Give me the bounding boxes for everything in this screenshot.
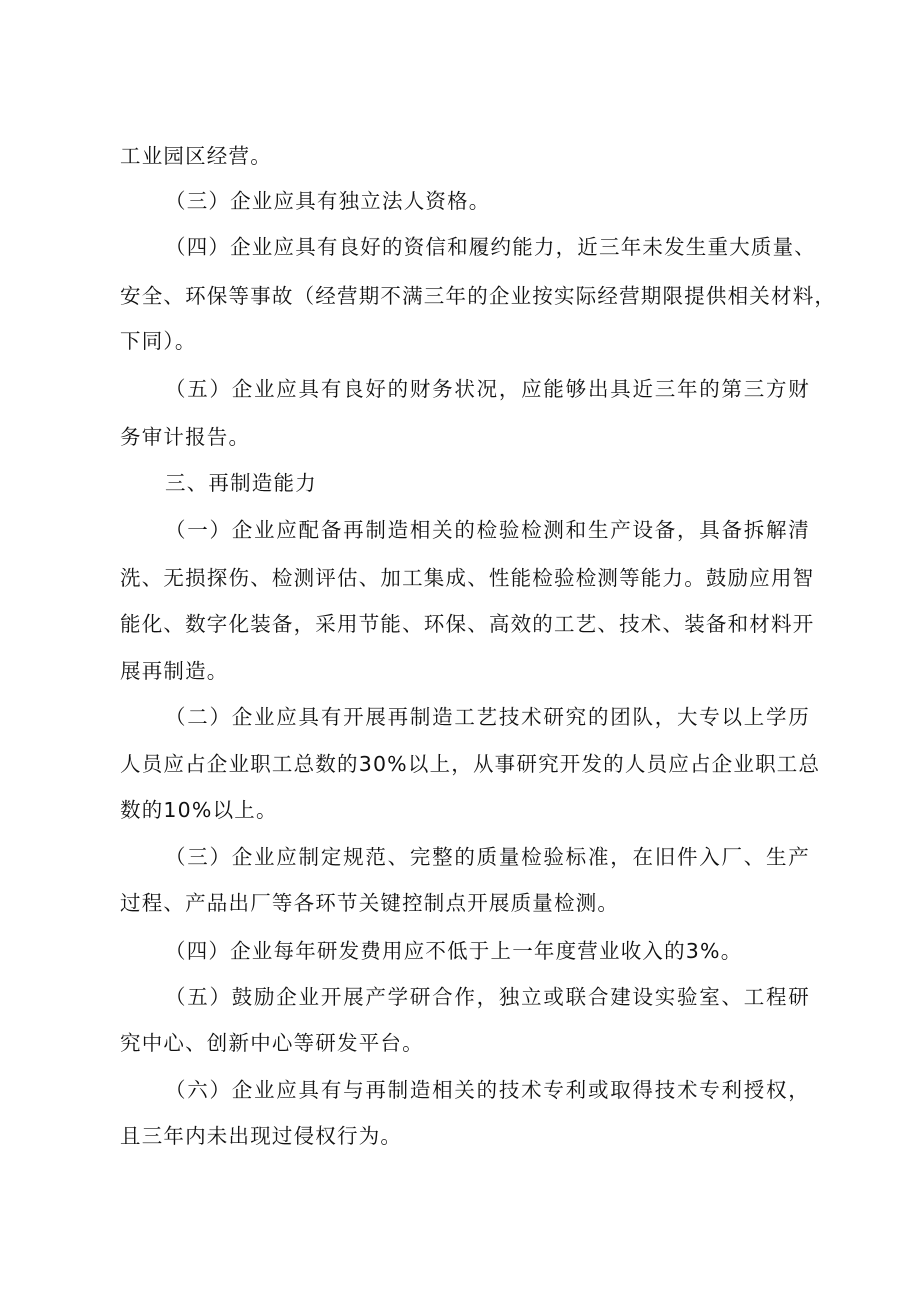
section-heading: 三、再制造能力 [165, 471, 317, 495]
text-line: 展再制造。 [120, 659, 229, 683]
text-line: （三）企业应具有独立法人资格。 [165, 189, 491, 213]
text-line: 究中心、创新中心等研发平台。 [120, 1031, 424, 1055]
text-line: （五）企业应具有良好的财务状况，应能够出具近三年的第三方财 [165, 377, 810, 401]
text-line: 洗、无损探伤、检测评估、加工集成、性能检验检测等能力。鼓励应用智 [120, 566, 815, 590]
text-line: （五）鼓励企业开展产学研合作，独立或联合建设实验室、工程研 [165, 985, 810, 1009]
text-line: （四）企业应具有良好的资信和履约能力，近三年未发生重大质量、 [165, 235, 816, 259]
text-line: （四）企业每年研发费用应不低于上一年度营业收入的3%。 [165, 939, 743, 963]
text-line: 数的10%以上。 [120, 798, 278, 822]
text-line: 能化、数字化装备，采用节能、环保、高效的工艺、技术、装备和材料开 [120, 612, 815, 636]
text-line: 且三年内未出现过侵权行为。 [120, 1124, 403, 1148]
text-line: 工业园区经营。 [120, 144, 272, 168]
text-line: 安全、环保等事故（经营期不满三年的企业按实际经营期限提供相关材料， [120, 284, 837, 308]
text-line: 过程、产品出厂等各环节关键控制点开展质量检测。 [120, 891, 620, 915]
text-line: （六）企业应具有与再制造相关的技术专利或取得技术专利授权， [165, 1078, 810, 1102]
text-line: （一）企业应配备再制造相关的检验检测和生产设备，具备拆解清 [165, 518, 810, 542]
text-line: 务审计报告。 [120, 425, 251, 449]
text-line: 人员应占企业职工总数的30%以上，从事研究开发的人员应占企业职工总 [120, 752, 821, 776]
text-line: （二）企业应具有开展再制造工艺技术研究的团队，大专以上学历 [165, 705, 810, 729]
text-line: 下同）。 [120, 329, 197, 353]
text-line: （三）企业应制定规范、完整的质量检验标准，在旧件入厂、生产 [165, 845, 810, 869]
